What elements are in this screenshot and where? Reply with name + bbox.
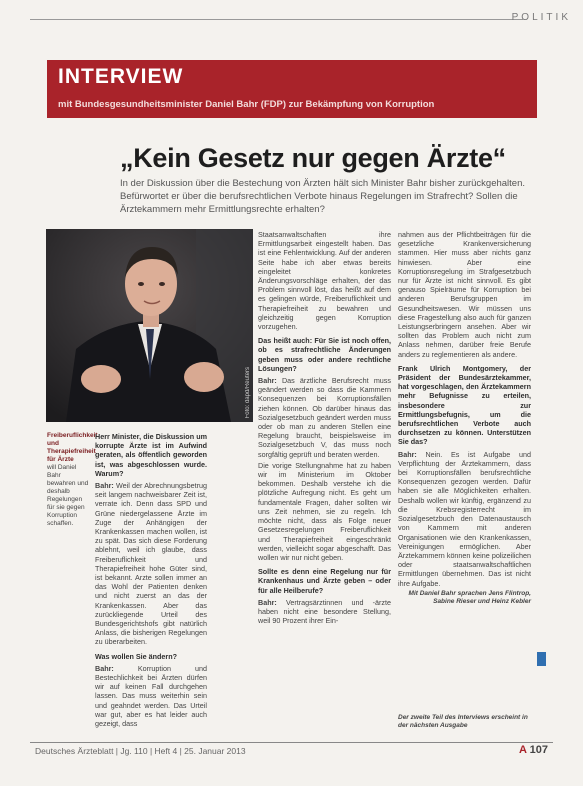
photo-caption <box>47 432 98 528</box>
portrait-image <box>46 229 253 422</box>
caption-title: Freiberuflichkeit und Therapiefreiheit für Ärzte <box>47 432 98 463</box>
page-number <box>519 744 548 756</box>
answer <box>398 450 531 588</box>
question: Frank Ulrich Montgomery, der Präsident der Bundesärztekammer, hat vorgeschlagen, den Ärztekammern mehr Befugnisse zu erteilen, insbesondere zur Ermittlungsbefugnis, um die berufsrechtlichen Verbote auch durchsetzen zu können. Unterstützen Sie das? <box>398 363 531 447</box>
endnote: Der zweite Teil des Interviews erscheint in der nächsten Ausgabe <box>398 714 528 729</box>
portrait-photo <box>46 229 253 422</box>
caption-text: will Daniel Bahr bewahren und deshalb Regelungen für sie gegen Korruption schaffen. <box>47 464 89 527</box>
answer-text: Nein. Es ist Aufgabe und Verpflichtung der Ärztekammern, dass bei Korruptionsfällen berufsrechtliche Konsequenzen gezogen werden. Dafür haben sie alle Möglichkeiten erhalten. Deshalb wollen wir künftig, ergänzend zu die Krebsregisterrecht im Sozialgesetzbuch den Datenaustausch von Kammern mit anderen Organisationen wie den Krankenkassen, Vereinigungen ermöglichen. Aber Ärztekammern können keine polizeilichen oder staatsanwaltschaftlichen Ermittlungen übernehmen. Das ist nicht ihre Aufgabe. <box>398 449 531 588</box>
answer <box>95 664 207 728</box>
page-letter: A <box>519 744 527 756</box>
answer-text: Korruption und Bestechlichkeit bei Ärzten dürfen wir auf keinen Fall durchgehen lassen. Das muss weiterhin sein und geahndet werden. Das Urteil war gut, aber es hat leider auch gezeigt, dass <box>95 663 207 729</box>
photo-credit: Foto: dapd/Reuters <box>245 366 251 418</box>
banner-subtitle: mit Bundesgesundheitsminister Daniel Bahr (FDP) zur Bekämpfung von Korruption <box>58 99 435 110</box>
question: Was wollen Sie ändern? <box>95 651 178 661</box>
answer-text: Weil der Abrechnungsbetrug seit langem nachweisbarer Zeit ist, verrate ich. Denn dass SPD und Grüne niedergelassene Ärzte im Zuge der Anhängigen der Krankenkassen machen wollen, ist zu spät. Das sich diese Forderung ablehnt, weil ich glaube, dass Freiberuflichkeit und Therapiefreiheit hohe Güter sind, ist bekannt. Arzte sollen immer an das Wohl der Patienten denken und nicht zuerst an das der Krankenkassen. Aber das zurückliegende Urteil des Bundesgerichtshofs gibt natürlich Anlass, die bisherigen Regelungen zu überarbeiten. <box>95 481 207 647</box>
headline: „Kein Gesetz nur gegen Ärzte“ <box>120 143 506 173</box>
speaker-label: Bahr: <box>398 449 417 459</box>
paragraph: nahmen aus der Pflichtbeiträgen für die gesetzliche Krankenversicherung stammen. Hier muss aber nichts ganz hinwiesen. Aber eine Korruptionsregelung im Strafgesetzbuch nur für Ärzte ist nicht sinnvoll. Es gibt genauso Spielräume für Korruption bei anderen Berufsgruppen im Gesundheitswesen. Wir müssen uns diese Fragestellung also auch für ganzen Leistungserbringern ansehen. Aber wir sollten das Problem auch nicht zum Anlass nehmen, darüber freie Berufe anders zu reglementieren als andere. <box>398 230 531 359</box>
footer-rule <box>30 742 553 743</box>
header-rule <box>30 19 523 20</box>
end-marker <box>537 652 546 666</box>
speaker-label: Bahr: <box>95 663 114 673</box>
answer <box>95 481 207 647</box>
text-column-3 <box>398 230 531 608</box>
paragraph: Staatsanwaltschaften ihre Ermittlungsarbeit eingestellt haben. Das ist eine Fehlentwicklung. Auf der anderen Seite habe ich aber etwas bereits eingeleitet konkretes Änderungsvorschläge erhalten, der das Problem sinnvoll löst, das heißt auf dem es gelingen würde, Freiberuflichkeit und Therapiefreiheit zu bewahren und gleichzeitig gegen Korruption vorzugehen. <box>258 230 391 332</box>
question: Herr Minister, die Diskussion um korrupte Ärzte ist im Aufwind geraten, als öffentlich geworden ist, was abgeschlossen wurde. Warum? <box>95 432 207 478</box>
paragraph: Die vorige Stellungnahme hat zu haben wir im Ministerium im Oktober bekommen. Deshalb verstehe ich die plötzliche Aufregung nicht. Es geht um fundamentale Fragen, daher sollten wir uns Zeit nehmen, sie zu regeln. Ich möchte nicht, dass als Folge neuer Gesetzesregelungen Freiberuflichkeit und Therapiefreiheit eingeschränkt werden, vielleicht sogar abgeschafft. Das wollen wir nur nicht geben. <box>258 460 391 562</box>
answer-text: Das ärztliche Berufsrecht muss geändert werden so dass die Kammern Konsequenzen bei Korruptionsfällen ziehen können. Ob darüber hinaus das Sozialgesetzbuch geändert werden muss oder ob man zu anderen Stellen eine Regelung braucht, beispielsweise im Sozialgesetzbuch V, das muss noch sorgfältig geprüft und beraten werden. <box>258 376 391 459</box>
interview-signature: Mit Daniel Bahr sprachen Jens Flintrop, Sabine Rieser und Heinz Kebler <box>408 589 531 605</box>
speaker-label: Bahr: <box>95 481 114 491</box>
section-label: POLITIK <box>511 12 571 23</box>
text-column-1 <box>95 432 207 730</box>
answer <box>258 376 391 459</box>
question: Das heißt auch: Für Sie ist noch offen, ob es strafrechtliche Änderungen geben muss oder andere rechtliche Lösungen? <box>258 336 391 373</box>
question: Sollte es denn eine Regelung nur für Krankenhaus und Ärzte geben – oder für alle Heilberufe? <box>258 567 391 595</box>
footer-citation: Deutsches Ärzteblatt | Jg. 110 | Heft 4 | 25. Januar 2013 <box>35 746 246 756</box>
page-number-value: 107 <box>529 744 548 756</box>
answer <box>258 598 391 626</box>
banner-title: INTERVIEW <box>58 65 184 88</box>
answer-text: Vertragsärztinnen und -ärzte haben nicht eine besondere Stellung, weil 90 Prozent ihrer Ein- <box>258 597 391 626</box>
text-column-2 <box>258 230 391 627</box>
speaker-label: Bahr: <box>258 376 277 386</box>
speaker-label: Bahr: <box>258 597 277 607</box>
lead-paragraph: In der Diskussion über die Bestechung von Ärzten hält sich Minister Bahr bisher zurückgehalten. Befürwortet er über die berufsrechtlichen Verbote hinaus Regelungen im Strafrecht? Sollen die Ärztekammern mehr Ermittlungsrechte erhalten? <box>120 178 526 215</box>
